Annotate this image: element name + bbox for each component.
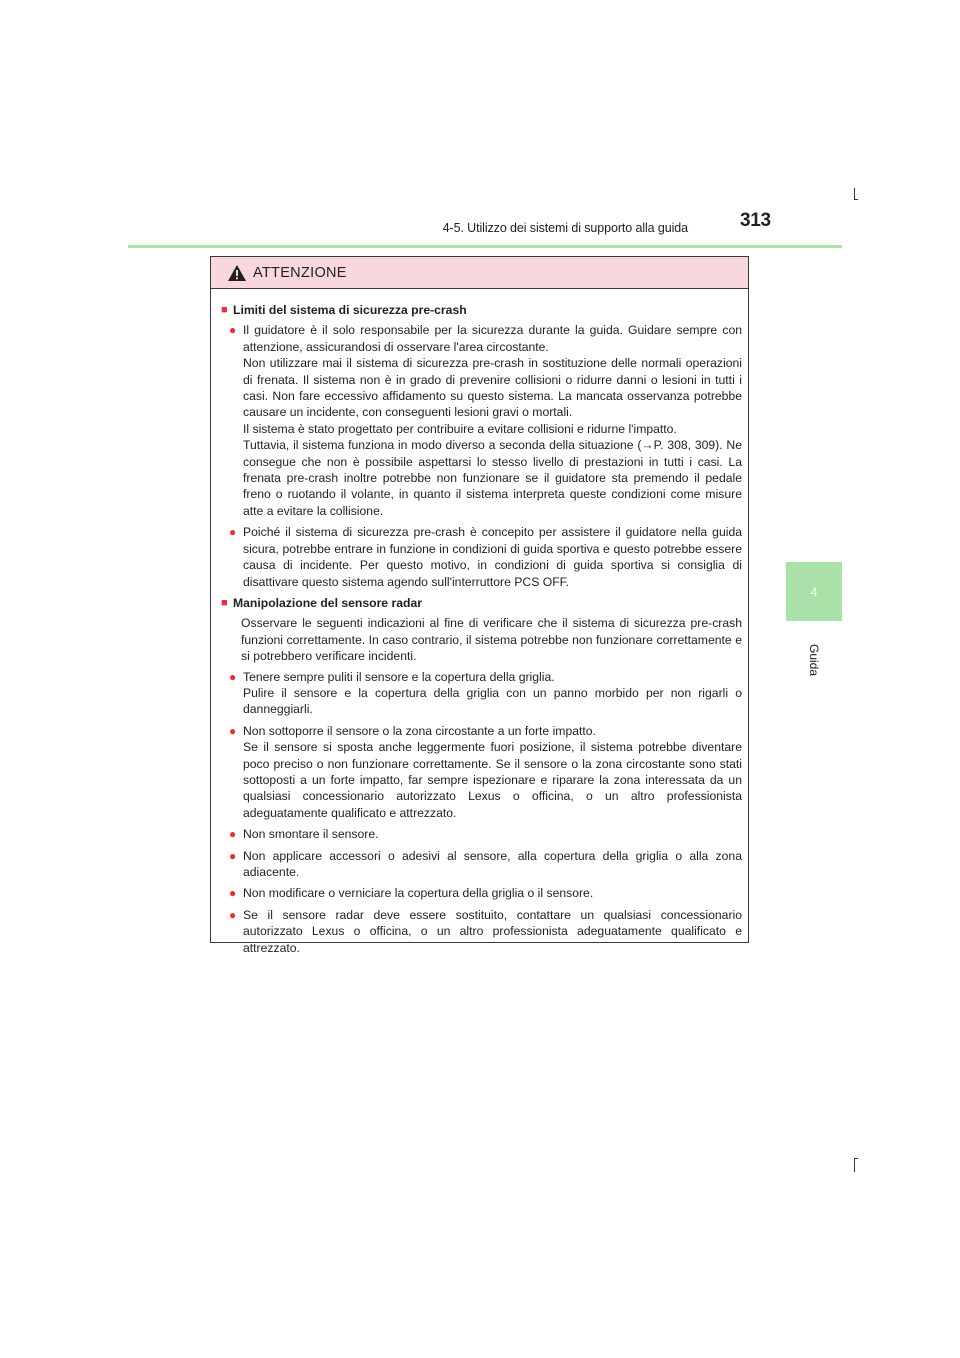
chapter-tab (786, 562, 842, 621)
square-bullet-icon: ■ (221, 596, 228, 609)
round-bullet-icon: ● (229, 525, 237, 540)
chapter-number: 4 (810, 584, 818, 599)
bullet-item (221, 907, 742, 956)
round-bullet-icon: ● (229, 723, 237, 738)
running-header-section: 4-5. Utilizzo dei sistemi di supporto alla guida (442, 221, 688, 235)
round-bullet-icon: ● (229, 886, 237, 901)
bullet-text (243, 826, 742, 842)
bullet-item (221, 723, 742, 821)
bullet-paragraph: Tuttavia, il sistema funziona in modo diverso a seconda della situazione (→P. 308, 309). Ne consegue che non è possibile aspettarsi lo stesso livello di prestazioni in tutti i casi. La frenata pre-crash inoltre potrebbe non funzionare se il guidatore sta premendo il pedale freno o ruotando il volante, in quanto il sistema interpreta queste condizioni come misure atte a evitare la collisione. (243, 438, 742, 518)
chapter-label (800, 640, 828, 680)
warning-header (211, 257, 748, 289)
warning-section (221, 302, 742, 590)
bullet-text (243, 848, 742, 881)
bullet-item (221, 322, 742, 519)
bullet-paragraph: Il guidatore è il solo responsabile per la sicurezza durante la guida. Guidare sempre con attenzione, assicurandosi di osservare l'area circostante. (243, 323, 742, 354)
bullet-paragraph: Poiché il sistema di sicurezza pre-crash è concepito per assistere il guidatore nella guida sicura, potrebbe entrare in funzione in condizioni di guida sportiva e questo potrebbe essere causa di incidente. Per questo motivo, in condizioni di guida sportiva si consiglia di disattivare questo sistema agendo sull'interruttore PCS OFF. (243, 525, 742, 589)
bullet-item (221, 848, 742, 881)
bullet-paragraph: Il sistema è stato progettato per contribuire a evitare collisioni e ridurne l'impatto. (243, 421, 677, 436)
bullet-paragraph: Se il sensore radar deve essere sostituito, contattare un qualsiasi concessionario autorizzato Lexus o officina, o un altro professionista adeguatamente qualificato e attrezzato. (243, 907, 742, 955)
bullet-text (243, 723, 742, 821)
warning-body (211, 289, 748, 956)
section-heading-text: Limiti del sistema di sicurezza pre-crash (233, 303, 467, 317)
bullet-paragraph: Non utilizzare mai il sistema di sicurezza pre-crash in sostituzione delle normali operazioni di frenata. Il sistema non è in grado di prevenire collisioni o ridurre danni o lesioni in tutti i casi. Non fare eccessivo affidamento su questo sistema. La mancata osservanza potrebbe causare un incidente, con conseguenti lesioni gravi o mortali. (243, 356, 742, 420)
round-bullet-icon: ● (229, 848, 237, 863)
bullet-item (221, 826, 742, 842)
bullet-paragraph: Non modificare o verniciare la copertura della griglia o il sensore. (243, 886, 594, 901)
square-bullet-icon: ■ (221, 304, 228, 316)
bullet-paragraph: Pulire il sensore e la copertura della griglia con un panno morbido per non rigarli o danneggiarli. (243, 685, 742, 717)
warning-title: ATTENZIONE (253, 264, 347, 281)
section-heading (221, 595, 742, 611)
bullet-paragraph: Non smontare il sensore. (243, 827, 379, 842)
page-number: 313 (740, 210, 771, 231)
chapter-label-text: Guida (807, 643, 821, 677)
bullet-paragraph: Non applicare accessori o adesivi al sensore, alla copertura della griglia o alla zona adiacente. (243, 848, 742, 879)
round-bullet-icon: ● (229, 827, 237, 842)
warning-box (210, 256, 749, 955)
bullet-text (243, 885, 742, 901)
bullet-paragraph: Tenere sempre puliti il sensore e la copertura della griglia. (243, 669, 555, 684)
warning-section (221, 595, 742, 956)
bullet-paragraph: Non sottoporre il sensore o la zona circostante a un forte impatto. (243, 723, 596, 738)
bullet-text (243, 669, 742, 718)
round-bullet-icon: ● (229, 669, 237, 684)
bullet-item (221, 524, 742, 590)
bullet-item (221, 885, 742, 901)
section-heading (221, 302, 742, 318)
section-heading-text: Manipolazione del sensore radar (233, 595, 422, 610)
bullet-paragraph: Se il sensore si sposta anche leggermente fuori posizione, il sistema potrebbe diventare poco preciso o non funzionare correttamente. Se il sensore o la zona circostante sono stati sottoposti a un forte impatto, far sempre ispezionare e riparare la zona interessata da un qualsiasi concessionario autorizzato Lexus o officina, o un altro professionista adeguatamente qualificato e attrezzato. (243, 740, 742, 820)
bullet-item (221, 669, 742, 718)
bullet-text (243, 322, 742, 519)
crop-mark-top (854, 188, 855, 200)
bullet-text (243, 524, 742, 590)
section-intro: Osservare le seguenti indicazioni al fine di verificare che il sistema di sicurezza pre-crash funzioni correttamente. In caso contrario, il sistema potrebbe non funzionare correttamente e si potrebbero verificare incidenti. (241, 616, 742, 664)
warning-triangle-icon (227, 264, 247, 282)
header-rule (128, 245, 842, 248)
bullet-text (243, 907, 742, 956)
round-bullet-icon: ● (229, 323, 237, 338)
crop-mark-bottom (854, 1158, 855, 1172)
round-bullet-icon: ● (229, 907, 237, 922)
